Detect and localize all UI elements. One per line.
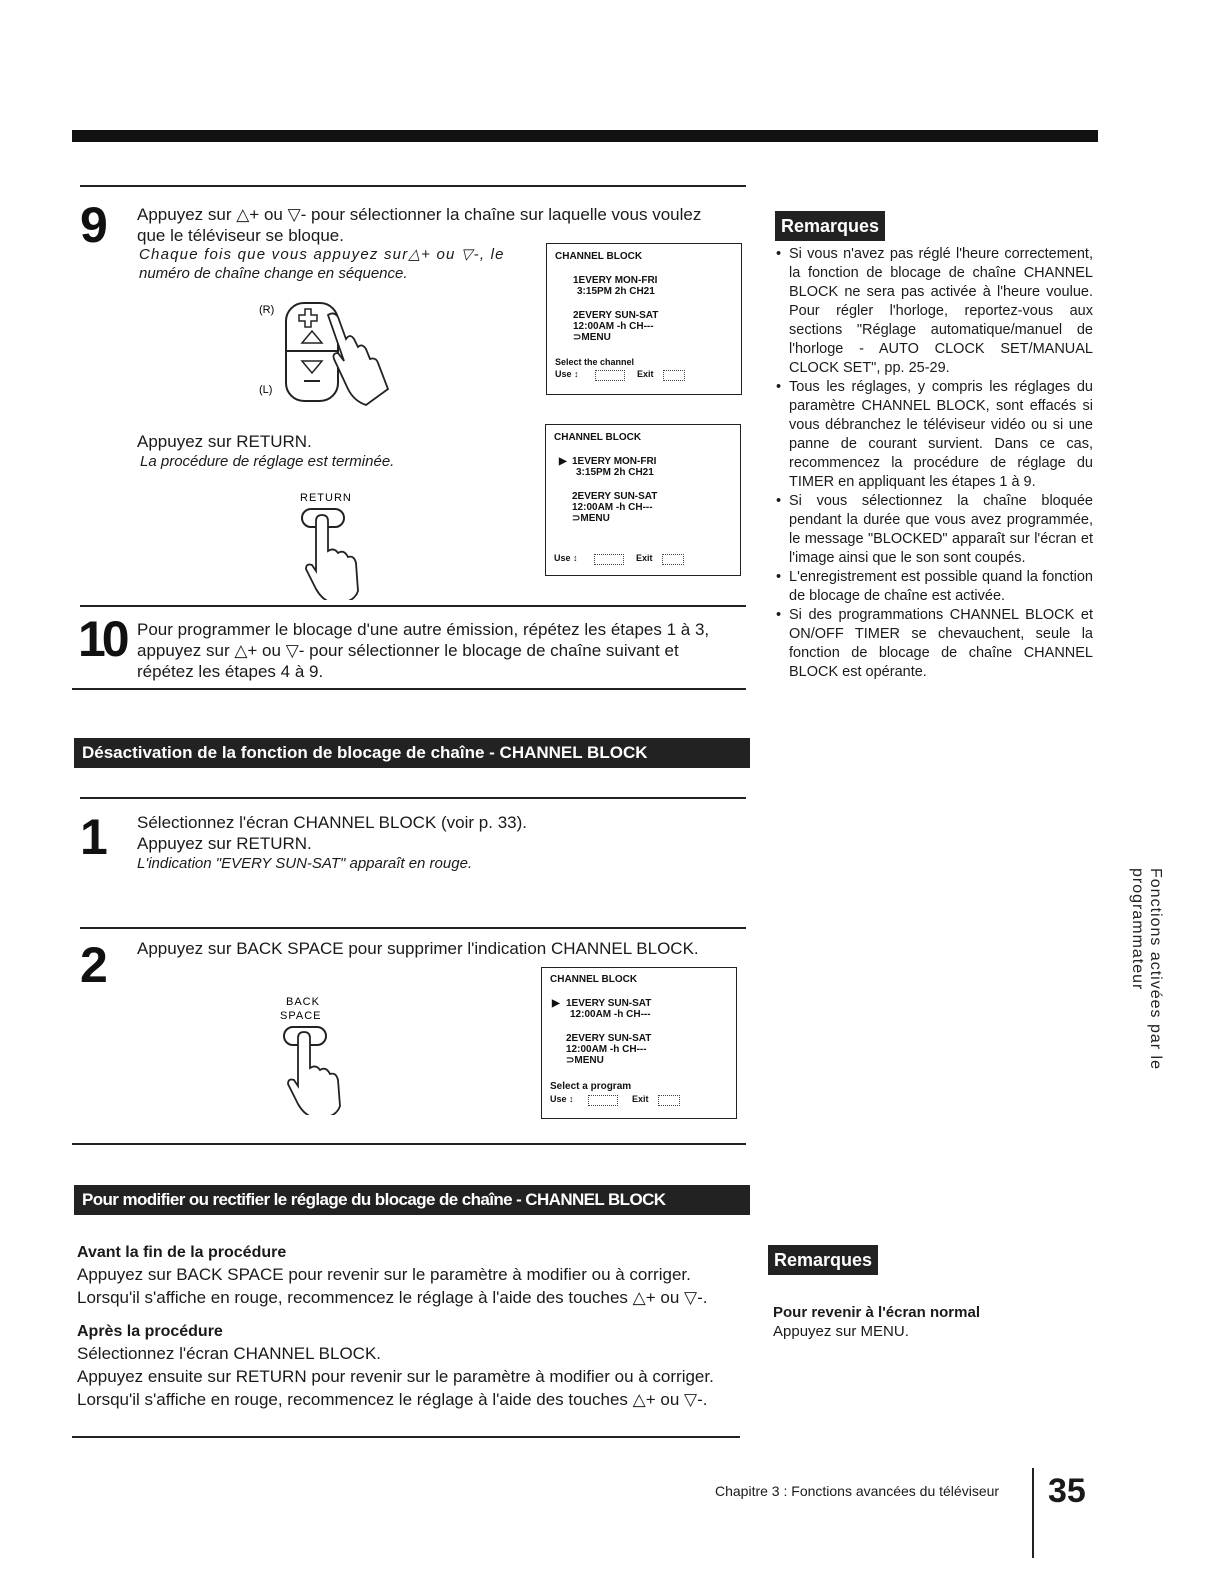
remote-l-label: (L) [259,384,273,396]
osd-use: Use ↕ [554,553,578,563]
modify-text: Lorsqu'il s'affiche en rouge, recommencez le réglage à l'aide des touches △+ ou ▽-. [77,1390,708,1409]
osd-line: ⊃MENU [572,513,610,524]
osd-screen-channel-block [541,967,737,1119]
notes-text: Appuyez sur MENU. [773,1323,909,1340]
step9-ital-line1: Chaque fois que vous appuyez sur△+ ou ▽-, le [139,246,505,263]
remote-channel-buttons-illustration [240,295,400,410]
osd-line: Select a program [550,1081,632,1092]
back-space-button-illustration [270,990,370,1115]
note-item: • Si des programmations CHANNEL BLOCK et ON/OFF TIMER se chevauchent, seule la fonction de blocage de chaîne CHANNEL BLOCK est opérante. [789,606,1093,682]
divider [80,927,746,929]
return-instruction: Appuyez sur RETURN. [137,432,312,451]
return-label: RETURN [300,492,352,504]
modify-text: Lorsqu'il s'affiche en rouge, recommencez le réglage à l'aide des touches △+ ou ▽-. [77,1288,708,1307]
osd-use: Use ↕ [550,1094,574,1104]
osd-title: CHANNEL BLOCK [550,974,638,985]
step10-line1: Pour programmer le blocage d'une autre émission, répétez les étapes 1 à 3, [137,620,710,639]
note-item: • Tous les réglages, y compris les réglages du paramètre CHANNEL BLOCK, sont effacés si vous débranchez le téléviseur vidéo ou si une panne de courant survient. Dans ce cas, recommencez la procédure de réglage du TIMER en appliquant les étapes 1 à 9. [789,378,1093,492]
osd-screen-channel-block [545,424,741,576]
modify-section [77,1243,757,1411]
deact-step1-instructions [137,812,737,854]
return-key-icon [595,370,625,381]
return-italic: La procédure de réglage est terminée. [140,453,395,470]
note-item: • Si vous n'avez pas réglé l'heure correctement, la fonction de blocage de chaîne CHANNEL BLOCK ne sera pas activée à l'heure voulue. Pour régler l'horloge, reportez-vous aux sections "Réglage automatique/manuel de l'horloge - AUTO CLOCK SET/MANUAL CLOCK SET", pp. 25-29. [789,245,1093,378]
side-chapter-label: Fonctions activées par le programmateur [1129,868,1164,1070]
notes-subheading: Pour revenir à l'écran normal [773,1304,980,1321]
osd-line: 2EVERY SUN-SAT [566,1033,652,1044]
deact-step1-line1: Sélectionnez l'écran CHANNEL BLOCK (voir p. 33). [137,813,527,832]
osd-line: ⊃MENU [566,1055,604,1066]
divider [80,605,746,607]
step9-italic [139,245,534,283]
osd-exit: Exit [632,1094,649,1104]
step-number: 1 [80,809,108,865]
menu-key-icon [662,554,684,565]
divider [72,1143,746,1145]
footer-divider [1032,1468,1034,1558]
menu-key-icon [663,370,685,381]
osd-line: 12:00AM -h CH--- [573,321,654,332]
section-banner-deactivation: Désactivation de la fonction de blocage de chaîne - CHANNEL BLOCK [74,738,750,768]
step9-ital-line2: numéro de chaîne change en séquence. [139,265,408,282]
menu-key-icon [658,1095,680,1106]
return-key-icon [594,554,624,565]
modify-text: Appuyez ensuite sur RETURN pour revenir sur le paramètre à modifier ou à corriger. [77,1367,714,1386]
back-label: BACK [286,996,320,1008]
osd-line: 1EVERY SUN-SAT [566,998,652,1009]
remote-r-label: (R) [259,304,275,316]
osd-line: 1EVERY MON-FRI [572,456,657,467]
osd-line: Select the channel [555,357,635,367]
osd-title: CHANNEL BLOCK [555,251,643,262]
osd-line: 3:15PM 2h CH21 [577,286,655,297]
osd-title: CHANNEL BLOCK [554,432,642,443]
osd-exit: Exit [636,553,653,563]
step-number: 9 [80,197,108,253]
divider [72,1436,740,1438]
return-key-icon [588,1095,618,1106]
section-banner-modify: Pour modifier ou rectifier le réglage du blocage de chaîne - CHANNEL BLOCK [74,1185,750,1215]
deact-step2-line1: Appuyez sur BACK SPACE pour supprimer l'indication CHANNEL BLOCK. [137,939,699,958]
osd-cursor-icon: ▶ [559,456,567,467]
step9-line2: que le téléviseur se bloque. [137,226,344,245]
osd-line: 1EVERY MON-FRI [573,275,658,286]
osd-line: ⊃MENU [573,332,611,343]
osd-line: 12:00AM -h CH--- [566,1044,647,1055]
osd-line: 2EVERY SUN-SAT [573,310,659,321]
step-number: 2 [80,937,108,993]
step10-line3: répétez les étapes 4 à 9. [137,662,324,681]
deact-step1-line2: Appuyez sur RETURN. [137,834,312,853]
top-rule [72,130,1098,142]
deact-step1-italic: L'indication "EVERY SUN-SAT" apparaît en rouge. [137,855,473,872]
step10-line2: appuyez sur △+ ou ▽- pour sélectionner le blocage de chaîne suivant et [137,641,679,660]
divider [80,185,746,187]
page-number: 35 [1048,1472,1086,1510]
osd-line: 3:15PM 2h CH21 [576,467,654,478]
osd-cursor-icon: ▶ [552,998,560,1009]
space-label: SPACE [280,1010,322,1022]
osd-use: Use ↕ [555,369,579,379]
osd-screen-channel-block [546,243,742,395]
footer-chapter: Chapitre 3 : Fonctions avancées du téléviseur [715,1483,1000,1499]
note-item: • Si vous sélectionnez la chaîne bloquée pendant la durée que vous avez programmée, le message "BLOCKED" apparaît sur l'écran et l'image ainsi que le son sont coupés. [789,492,1093,568]
notes-list [789,245,1093,682]
modify-text: Sélectionnez l'écran CHANNEL BLOCK. [77,1344,382,1363]
step-number: 10 [78,611,126,667]
modify-text: Appuyez sur BACK SPACE pour revenir sur le paramètre à modifier ou à corriger. [77,1265,691,1284]
osd-line: 12:00AM -h CH--- [570,1009,651,1020]
osd-exit: Exit [637,369,654,379]
divider [80,797,746,799]
notes-normal-screen [773,1303,1093,1341]
step9-line1: Appuyez sur △+ ou ▽- pour sélectionner la chaîne sur laquelle vous voulez [137,205,702,224]
osd-line: 2EVERY SUN-SAT [572,491,658,502]
step9-instructions [137,204,757,246]
return-button-illustration [280,485,380,600]
modify-heading-after: Après la procédure [77,1323,223,1340]
notes-heading: Remarques [768,1245,878,1275]
notes-heading: Remarques [775,211,885,241]
step10-instructions [137,619,745,682]
divider [72,688,746,690]
osd-line: 12:00AM -h CH--- [572,502,653,513]
note-item: • L'enregistrement est possible quand la fonction de blocage de chaîne est activée. [789,568,1093,606]
modify-heading-before: Avant la fin de la procédure [77,1244,287,1261]
